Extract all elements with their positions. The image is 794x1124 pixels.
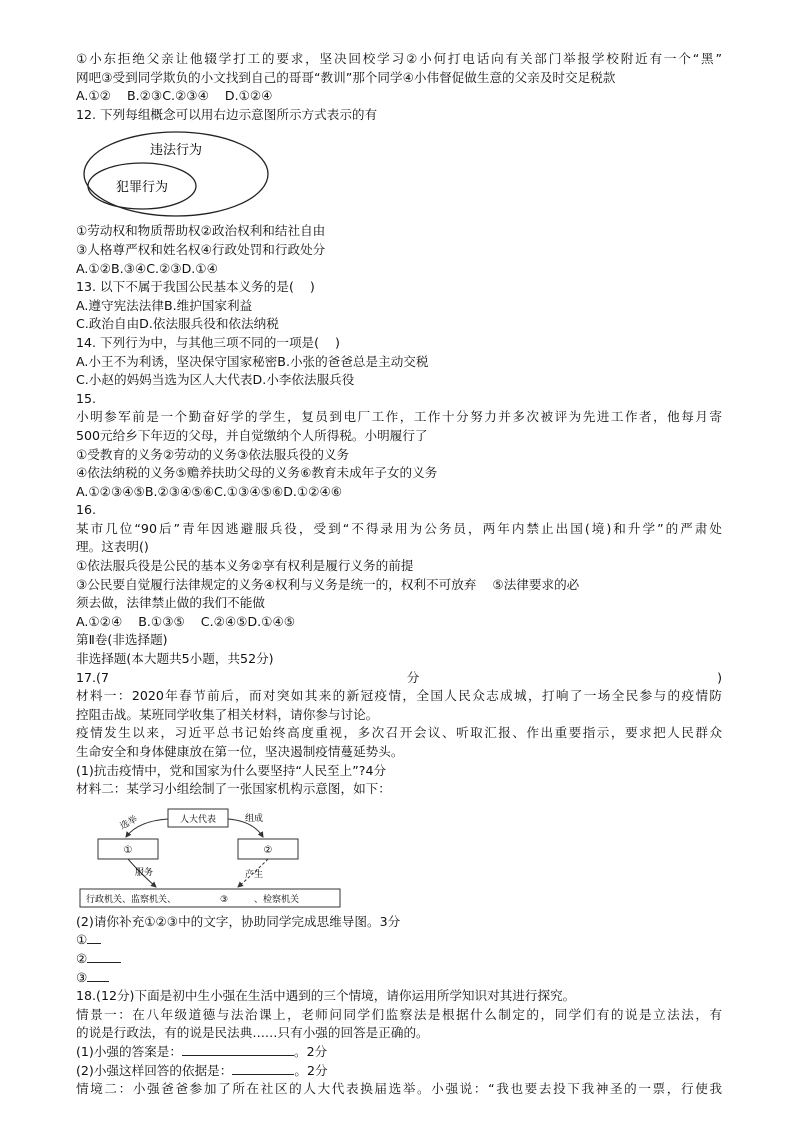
- label-serve: 服务: [134, 867, 154, 878]
- state-organ-svg: [78, 803, 378, 913]
- q18-sub1-score: 。2分: [294, 1043, 328, 1059]
- q17-heading-left: 17.(7: [76, 669, 109, 685]
- q13-options-ab: A.遵守宪法法律B.维护国家利益: [76, 297, 253, 313]
- q13-stem: 13. 以下不属于我国公民基本义务的是( ): [76, 279, 315, 295]
- fill-1-marker: ①: [76, 932, 88, 948]
- q17-material2: 材料二：某学习小组绘制了一张国家机构示意图，如下：: [76, 781, 391, 797]
- q17-heading-right: ): [717, 669, 722, 685]
- state-organ-diagram: [76, 803, 722, 913]
- bottom-mid-label: ③: [219, 894, 229, 905]
- part2-title: 第Ⅱ卷(非选择题): [76, 632, 168, 648]
- venn-inner-label: 犯罪行为: [115, 180, 169, 196]
- q18-subquestion-1: [76, 1043, 722, 1062]
- venn-outer-label: 违法行为: [149, 143, 203, 159]
- q17-material1-line-4: 生命安全和身体健康放在第一位，坚决遏制疫情蔓延势头。: [76, 744, 404, 759]
- q18-scene1-line-2: 的说是行政法，有的说是民法典……只有小强的回答是正确的。: [76, 1025, 429, 1041]
- q17-material1-line-1: 材料一：2020年春节前后，而对突如其来的新冠疫情，全国人民众志成城，打响了一场全民参与的疫情防: [76, 688, 722, 704]
- q12-statement-line-2: ③人格尊严权和姓名权④行政处罚和行政处分: [76, 241, 326, 257]
- q17-heading: [76, 669, 722, 688]
- q15-text-line-1: 小明参军前是一个勤奋好学的学生，复员到电厂工作，工作十分努力并多次被评为先进工作者，他每月寄: [76, 409, 722, 425]
- q16-number: 16.: [76, 502, 97, 518]
- q16-text-line-2: 理。这表明(): [76, 539, 149, 555]
- q17-heading-mid: 分: [406, 669, 420, 685]
- q11-options: A.①② B.②③C.②③④ D.①②④: [76, 88, 273, 104]
- q18-subquestion-2: [76, 1062, 722, 1081]
- q14-options-ab: A.小王不为利诱，坚决保守国家秘密B.小张的爸爸总是主动交税: [76, 353, 429, 369]
- fill-2-blank[interactable]: [87, 950, 121, 963]
- fill-3-blank[interactable]: [87, 969, 109, 982]
- q15-statement-line-2: ④依法纳税的义务⑤赡养扶助父母的义务⑥教育未成年子女的义务: [76, 465, 438, 481]
- q18-sub2-blank[interactable]: [232, 1062, 294, 1075]
- q17-fill-3: [76, 969, 722, 988]
- q18-scene2-line-1: 情境二：小强爸爸参加了所在社区的人大代表换届选举。小强说：“我也要去投下我神圣的一票，行使我: [76, 1081, 722, 1097]
- q18-sub1-label: (1)小强的答案是：: [76, 1043, 182, 1059]
- q16-options: A.①②④ B.①③⑤ C.②④⑤D.①④⑤: [76, 613, 296, 629]
- q11-statement-line-1: ①小东拒绝父亲让他辍学打工的要求，坚决回校学习②小何打电话向有关部门举报学校附近有一个“黑”: [76, 51, 722, 66]
- label-elect: 选举: [118, 814, 140, 832]
- q17-subquestion-2: (2)请你补充①②③中的文字，协助同学完成思维导图。3分: [76, 913, 401, 929]
- top-box-label: 人大代表: [179, 814, 217, 825]
- bottom-left-label: 行政机关、监察机关、: [86, 894, 177, 905]
- q17-fill-1: [76, 931, 722, 950]
- q15-options: A.①②③④⑤B.②③④⑤⑥C.①③④⑤⑥D.①②④⑥: [76, 483, 343, 499]
- q18-sub2-score: 。2分: [294, 1062, 328, 1078]
- q16-statement-line-2: ③公民要自觉履行法律规定的义务④权利与义务是统一的，权利不可放弃 ⑤法律要求的必: [76, 576, 580, 592]
- fill-1-blank[interactable]: [87, 931, 101, 944]
- q16-statement-line-1: ①依法服兵役是公民的基本义务②享有权利是履行义务的前提: [76, 558, 414, 574]
- q18-scene1-line-1: 情景一：在八年级道德与法治课上，老师问同学们监察法是根据什么制定的，同学们有的说是立法法，有: [76, 1006, 722, 1022]
- q12-options: A.①②B.③④C.②③D.①④: [76, 260, 218, 276]
- part2-subtitle: 非选择题(本大题共5小题，共52分): [76, 651, 274, 667]
- q12-statement-line-1: ①劳动权和物质帮助权②政治权利和结社自由: [76, 223, 326, 239]
- q17-fill-2: [76, 950, 722, 969]
- q13-options-cd: C.政治自由D.依法服兵役和依法纳税: [76, 316, 279, 332]
- q18-sub1-blank[interactable]: [182, 1043, 294, 1056]
- q15-text-line-2: 500元给乡下年迈的父母，并自觉缴纳个人所得税。小明履行了: [76, 427, 428, 443]
- q17-material1-line-3: 疫情发生以来，习近平总书记始终高度重视，多次召开会议、听取汇报、作出重要指示，要求把人民群众: [76, 725, 722, 741]
- q18-stem: 18.(12分)下面是初中生小强在生活中遇到的三个情境，请你运用所学知识对其进行探究。: [76, 988, 576, 1004]
- q15-number: 15.: [76, 390, 97, 406]
- bottom-right-label: 、检察机关: [254, 894, 300, 905]
- q16-text-line-1: 某市几位“90后”青年因逃避服兵役，受到“不得录用为公务员，两年内禁止出国(境)和升学”的严肃处: [76, 520, 722, 536]
- q16-statement-line-3: 须去做，法律禁止做的我们不能做: [76, 595, 265, 611]
- label-produce: 产生: [244, 869, 264, 880]
- q17-subquestion-1: (1)抗击疫情中，党和国家为什么要坚持“人民至上”?4分: [76, 762, 387, 778]
- q12-venn-diagram: [76, 126, 722, 222]
- q15-statement-line-1: ①受教育的义务②劳动的义务③依法服兵役的义务: [76, 446, 350, 462]
- q18-sub2-label: (2)小强这样回答的依据是：: [76, 1062, 233, 1078]
- fill-2-marker: ②: [76, 950, 88, 966]
- label-compose: 组成: [244, 813, 264, 824]
- q17-material1-line-2: 控阻击战。某班同学收集了相关材料，请你参与讨论。: [76, 706, 379, 722]
- q14-stem: 14. 下列行为中，与其他三项不同的一项是( ): [76, 334, 340, 350]
- box-2-label: ②: [263, 844, 273, 856]
- q11-statement-line-2: 网吧③受到同学欺负的小文找到自己的哥哥“教训”那个同学④小伟督促做生意的父亲及时交足税款: [76, 69, 616, 85]
- fill-3-marker: ③: [76, 969, 88, 985]
- box-1-label: ①: [123, 844, 133, 856]
- q14-options-cd: C.小赵的妈妈当选为区人大代表D.小李依法服兵役: [76, 372, 355, 388]
- exam-page: [76, 50, 722, 1099]
- venn-svg: [80, 126, 280, 222]
- q12-stem: 12. 下列每组概念可以用右边示意图所示方式表示的有: [76, 106, 378, 122]
